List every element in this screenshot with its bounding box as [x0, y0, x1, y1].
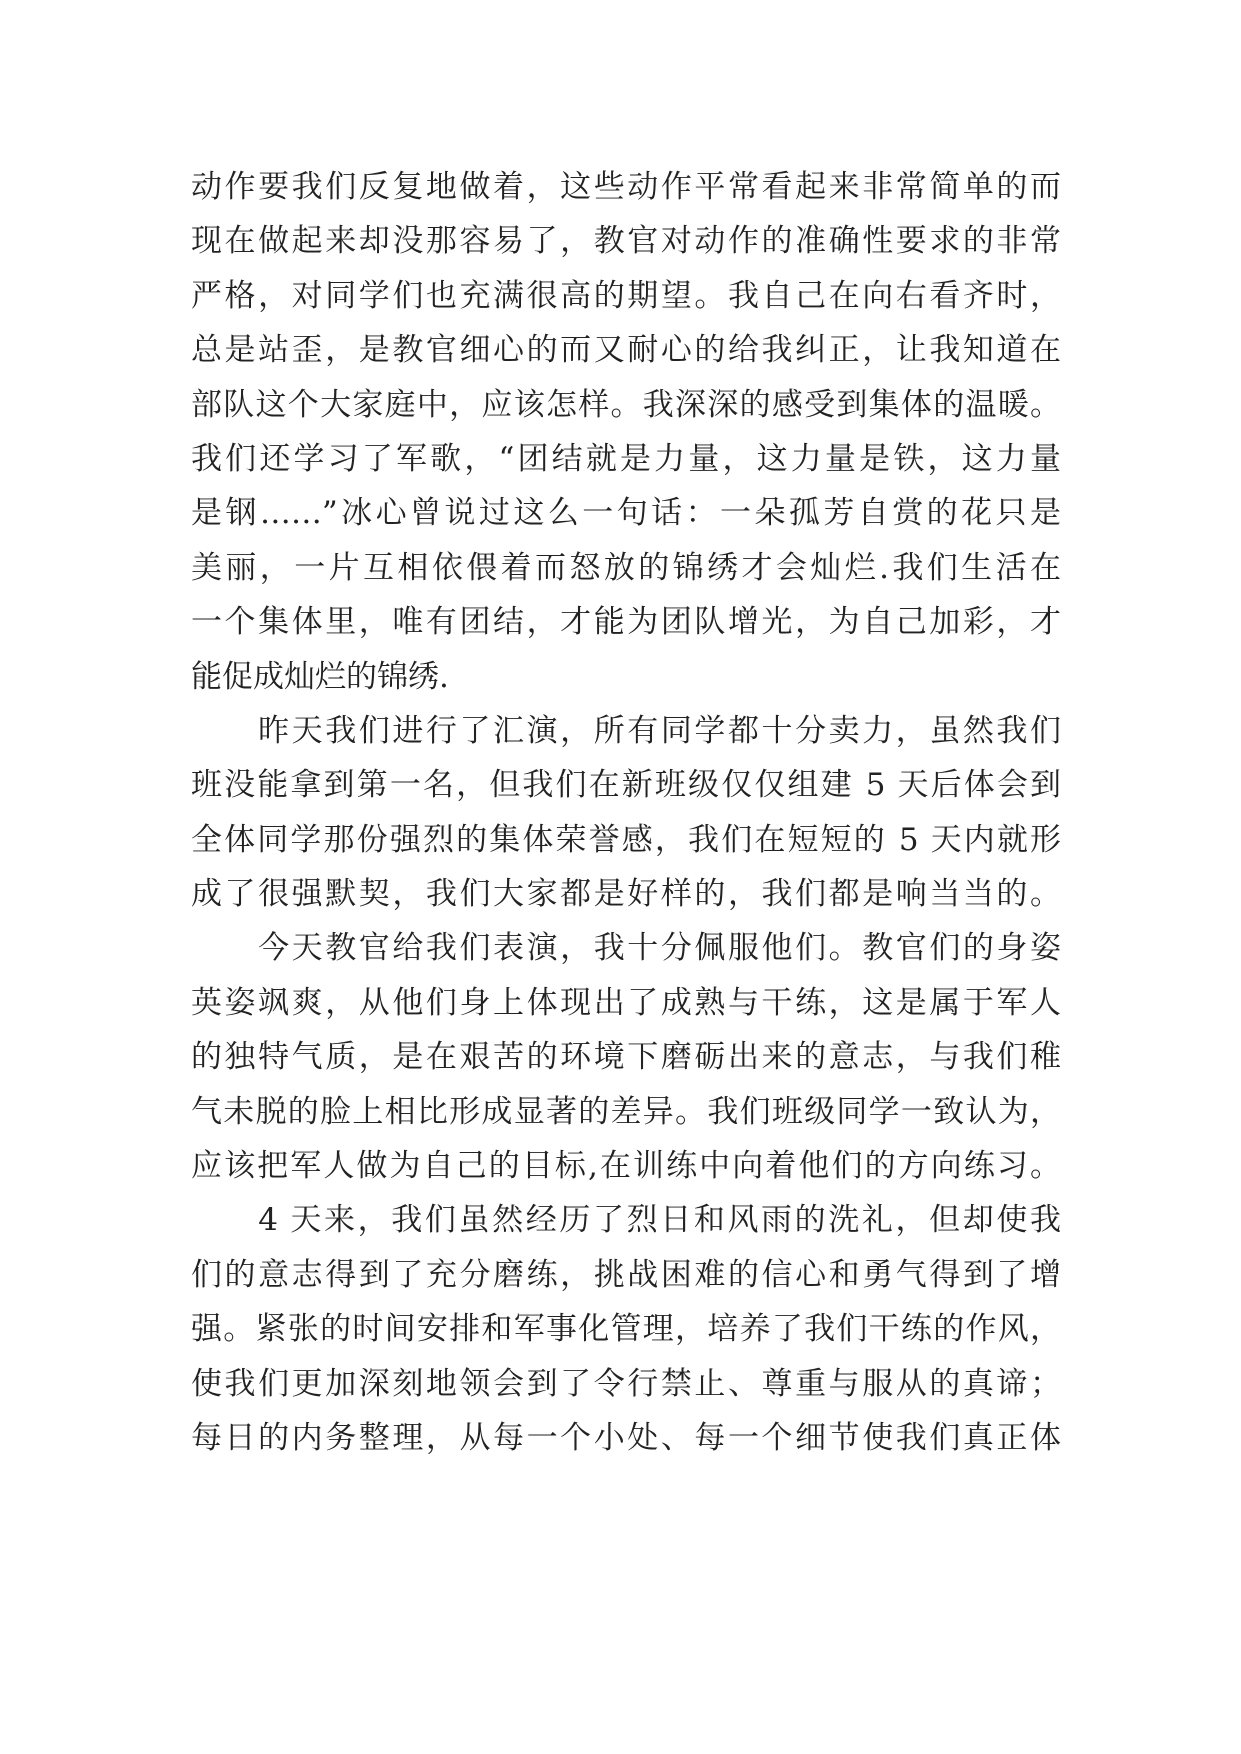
text-line: 每日的内务整理，从每一个小处、每一个细节使我们真正体 [191, 1419, 1061, 1456]
body-text [191, 160, 1061, 1465]
text-line: 强。紧张的时间安排和军事化管理，培养了我们干练的作风， [191, 1311, 1061, 1348]
text-line: 们的意志得到了充分磨练，挑战困难的信心和勇气得到了增 [191, 1256, 1061, 1293]
text-line: 能促成灿烂的锦绣. [191, 658, 449, 695]
text-line: 美丽，一片互相依偎着而怒放的锦绣才会灿烂.我们生活在 [191, 549, 1061, 586]
text-line: 现在做起来却没那容易了，教官对动作的准确性要求的非常 [191, 223, 1061, 260]
text-line: 昨天我们进行了汇演，所有同学都十分卖力，虽然我们 [191, 712, 1061, 749]
text-line: 英姿飒爽，从他们身上体现出了成熟与干练，这是属于军人 [191, 984, 1061, 1021]
text-line: 今天教官给我们表演，我十分佩服他们。教官们的身姿 [191, 930, 1061, 967]
text-line: 总是站歪，是教官细心的而又耐心的给我纠正，让我知道在 [191, 332, 1061, 369]
text-line: 使我们更加深刻地领会到了令行禁止、尊重与服从的真谛； [191, 1365, 1061, 1402]
text-line: 全体同学那份强烈的集体荣誉感，我们在短短的 5 天内就形 [191, 821, 1061, 858]
text-line: 气未脱的脸上相比形成显著的差异。我们班级同学一致认为， [191, 1093, 1061, 1130]
text-line: 成了很强默契，我们大家都是好样的，我们都是响当当的。 [191, 876, 1061, 913]
text-line: 的独特气质，是在艰苦的环境下磨砺出来的意志，与我们稚 [191, 1039, 1061, 1076]
text-line: 班没能拿到第一名，但我们在新班级仅仅组建 5 天后体会到 [191, 767, 1061, 804]
text-line: 动作要我们反复地做着，这些动作平常看起来非常简单的而 [191, 169, 1061, 205]
text-line: 我们还学习了军歌，“团结就是力量，这力量是铁，这力量 [191, 440, 1061, 477]
text-line: 部队这个大家庭中，应该怎样。我深深的感受到集体的温暖。 [191, 386, 1061, 423]
text-line: 一个集体里，唯有团结，才能为团队增光，为自己加彩，才 [191, 604, 1061, 641]
text-line: 应该把军人做为自己的目标,在训练中向着他们的方向练习。 [191, 1148, 1061, 1185]
text-line: 4 天来，我们虽然经历了烈日和风雨的洗礼，但却使我 [191, 1202, 1061, 1239]
text-line: 严格，对同学们也充满很高的期望。我自己在向右看齐时， [191, 277, 1061, 314]
text-line: 是钢……”冰心曾说过这么一句话：一朵孤芳自赏的花只是 [191, 495, 1061, 532]
